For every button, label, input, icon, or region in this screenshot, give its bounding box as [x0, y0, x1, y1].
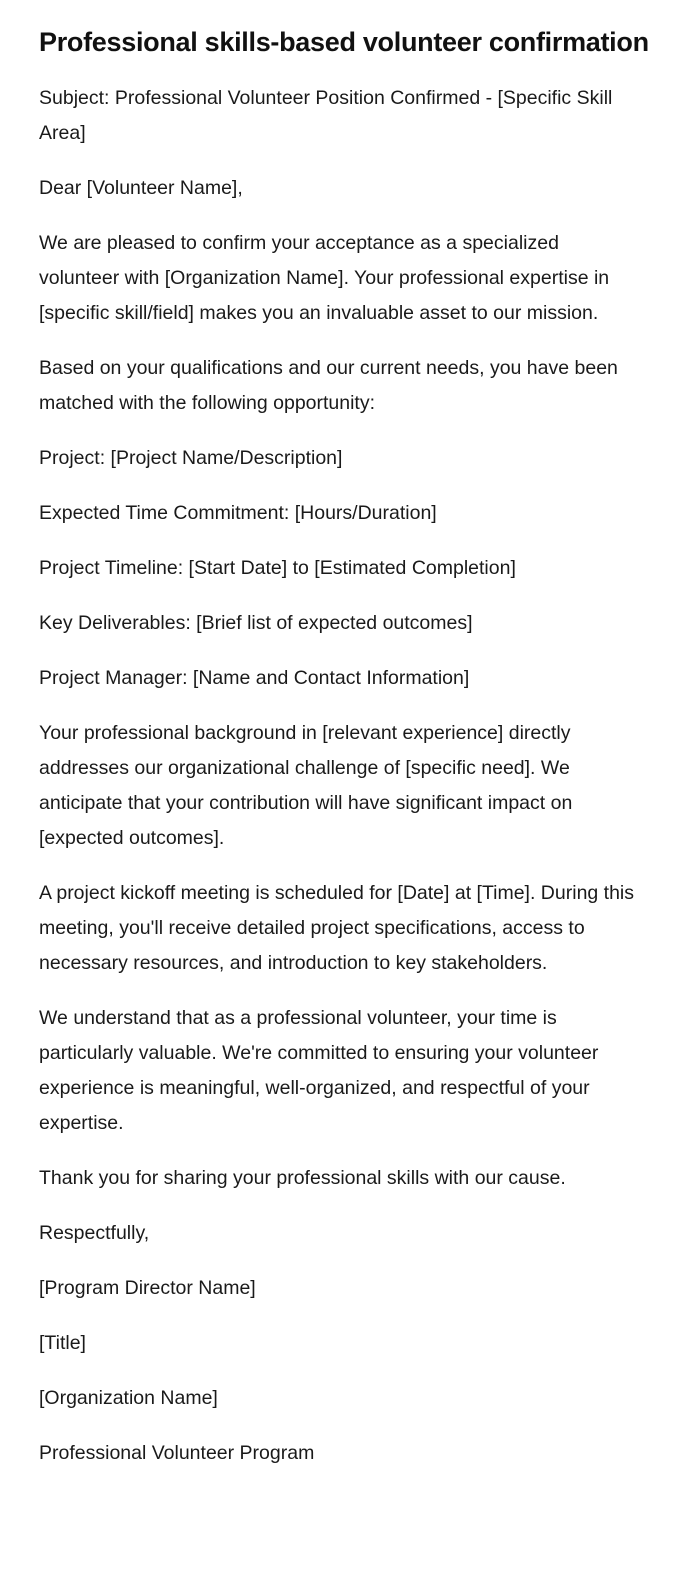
paragraph-thank-you: Thank you for sharing your professional skills with our cause. [39, 1167, 566, 1189]
signoff-title: [Title] [39, 1332, 86, 1354]
paragraph-match-intro: Based on your qualifications and our current needs, you have been matched with the following opportunity: [39, 357, 618, 414]
document-body [39, 81, 661, 1471]
paragraph-subject: Subject: Professional Volunteer Position Confirmed - [Specific Skill Area] [39, 87, 613, 144]
field-project-manager: Project Manager: [Name and Contact Information] [39, 667, 470, 689]
paragraph-kickoff-meeting: A project kickoff meeting is scheduled for [Date] at [Time]. During this meeting, you'll receive detailed project specifications, access to necessary resources, and introduction to key stakeholders. [39, 882, 635, 974]
signoff-closing: Respectfully, [39, 1222, 150, 1244]
field-expected-time-commitment: Expected Time Commitment: [Hours/Duration] [39, 502, 437, 524]
signoff-organization-name: [Organization Name] [39, 1387, 218, 1409]
paragraph-background-impact: Your professional background in [relevant experience] directly addresses our organizational challenge of [specific need]. We anticipate that your contribution will have significant impact on [expected outcomes]. [39, 722, 573, 849]
field-key-deliverables: Key Deliverables: [Brief list of expected outcomes] [39, 612, 473, 634]
paragraph-time-commitment-note: We understand that as a professional volunteer, your time is particularly valuable. We're committed to ensuring your volunteer experience is meaningful, well-organized, and respectful of your expertise. [39, 1007, 599, 1134]
signoff-program-name: Professional Volunteer Program [39, 1442, 315, 1464]
page-title: Professional skills-based volunteer confirmation [39, 27, 649, 57]
signoff-director-name: [Program Director Name] [39, 1277, 256, 1299]
field-project: Project: [Project Name/Description] [39, 447, 343, 469]
paragraph-salutation: Dear [Volunteer Name], [39, 177, 243, 199]
field-project-timeline: Project Timeline: [Start Date] to [Estimated Completion] [39, 557, 516, 579]
paragraph-acceptance: We are pleased to confirm your acceptance as a specialized volunteer with [Organization Name]. Your professional expertise in [specific skill/field] makes you an invaluable asset to our mission. [39, 232, 610, 324]
